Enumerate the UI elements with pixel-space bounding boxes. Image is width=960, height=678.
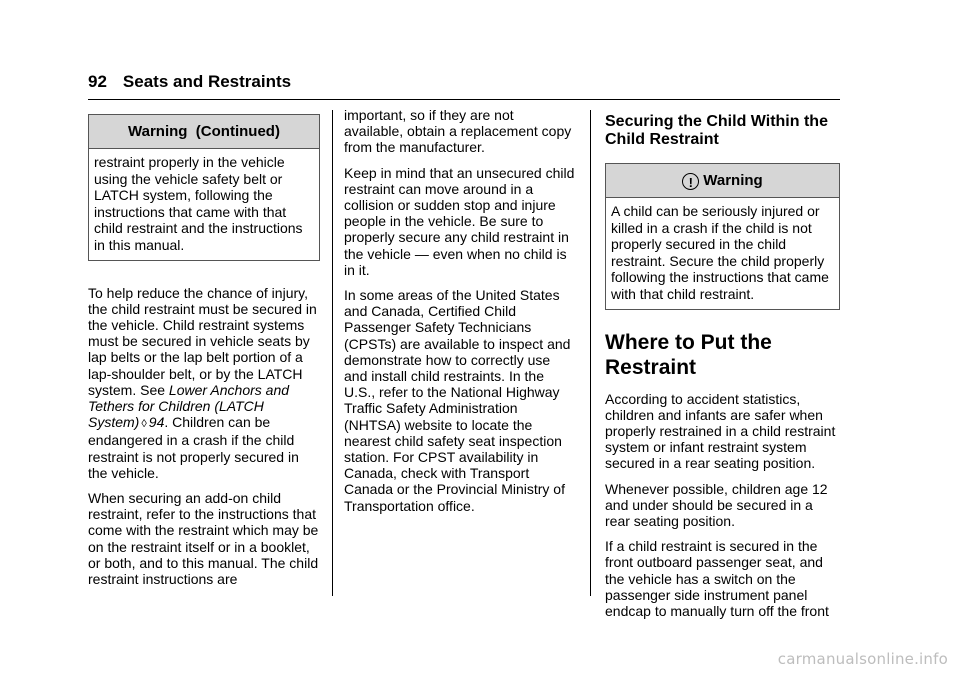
page-header	[88, 72, 291, 92]
watermark: carmanualsonline.info	[777, 650, 948, 668]
paragraph-cpst: In some areas of the United States and Canada, Certified Child Passenger Safety Technicians (CPSTs) are available to inspect and demonstrate how to correctly use and install child restraints. In the U.S., refer to the National Highway Traffic Safety Administration (NHTSA) website to locate the nearest child safety seat inspection station. For CPST availability in Canada, check with Transport Canada or the Provincial Ministry of Transportation office.	[344, 287, 571, 514]
warning-box	[605, 163, 840, 310]
column-middle	[344, 107, 576, 523]
paragraph-replacement-copy: important, so if they are not available, obtain a replacement copy from the manufacturer.	[344, 107, 572, 156]
paragraph-add-on-restraint: When securing an add-on child restraint, refer to the instructions that come with the restraint which may be on the restraint itself or in a booklet, or both, and to this manual. The child restraint instructions are	[88, 490, 319, 588]
column-divider-2	[590, 110, 591, 596]
section-title: Seats and Restraints	[122, 72, 292, 91]
page-reference-icon: ◊	[141, 418, 147, 431]
column-right	[605, 113, 840, 628]
cross-reference-page[interactable]: 94	[148, 414, 165, 431]
paragraph-text: . Children can be endangered in a crash if the child restraint is not properly secured in the vehicle.	[88, 414, 299, 481]
column-left	[88, 114, 320, 596]
cross-reference-link[interactable]: Lower Anchors and Tethers for Children (LATCH System)	[88, 381, 290, 431]
warning-title-bar	[606, 164, 839, 198]
section-heading-securing: Securing the Child Within the Child Restraint	[605, 113, 828, 148]
section-heading-where: Where to Put the Restraint	[605, 330, 772, 379]
paragraph-front-passenger: If a child restraint is secured in the front outboard passenger seat, and the vehicle has a switch on the passenger side instrument panel endcap to manually turn off the front	[605, 538, 829, 619]
warning-icon: !	[682, 173, 699, 190]
warning-continued-title: Warning (Continued)	[89, 115, 319, 149]
warning-continued-text: restraint properly in the vehicle using the vehicle safety belt or LATCH system, following the instructions that came with that child restraint and the instructions in this manual.	[94, 154, 303, 253]
paragraph-age-12: Whenever possible, children age 12 and under should be secured in a rear seating position.	[605, 480, 828, 529]
warning-continued-box	[88, 114, 320, 261]
page-number: 92	[88, 72, 107, 91]
paragraph-text: To help reduce the chance of injury, the child restraint must be secured in the vehicle. Child restraint systems must be secured in vehicle seats by lap belts or the lap belt portion of a lap-shoulder belt, or by the LATCH system. See	[88, 284, 317, 398]
column-divider-1	[332, 110, 333, 596]
paragraph-child-restraint-secured	[88, 285, 320, 481]
paragraph-accident-statistics: According to accident statistics, children and infants are safer when properly restrained in a child restraint system or infant restraint system secured in a rear seating position.	[605, 390, 836, 472]
header-rule	[88, 99, 840, 100]
warning-text: A child can be seriously injured or killed in a crash if the child is not properly secured in the child restraint. Secure the child properly following the instructions that came with that child restraint.	[611, 203, 829, 302]
warning-title: Warning	[703, 172, 763, 189]
paragraph-unsecured-restraint: Keep in mind that an unsecured child restraint can move around in a collision or sudden stop and injure people in the vehicle. Be sure to properly secure any child restraint in the vehicle — even when no child is in it.	[344, 164, 575, 278]
